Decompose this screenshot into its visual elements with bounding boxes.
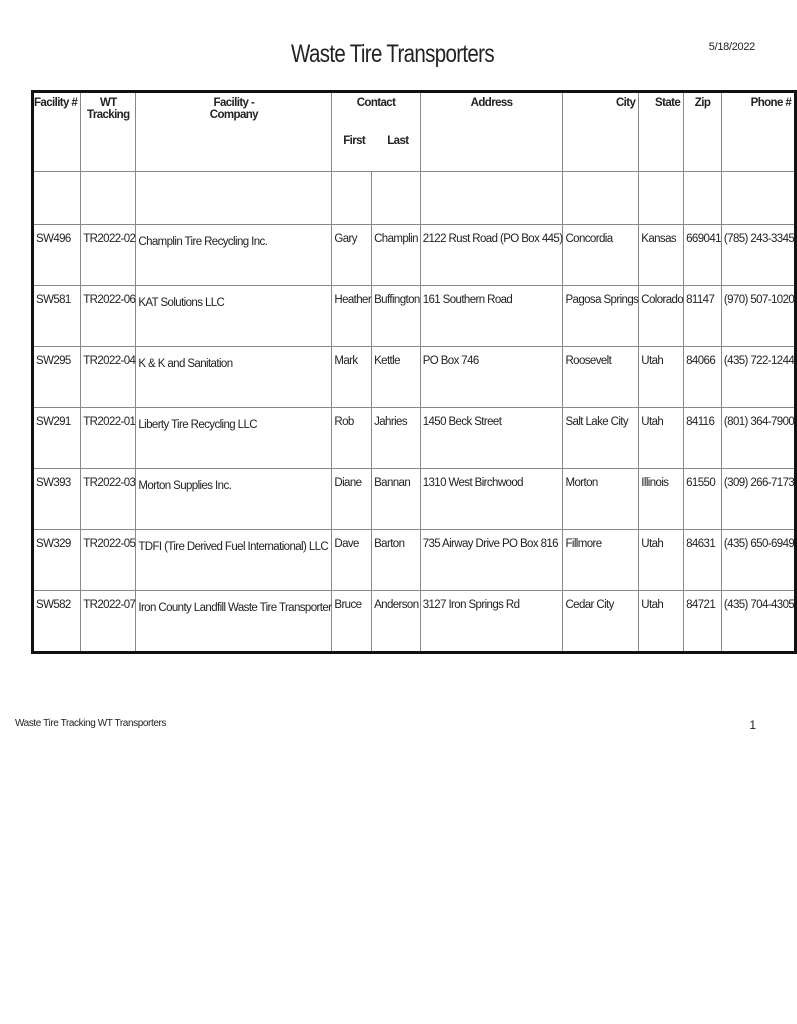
- cell-last: Jahries: [372, 408, 421, 469]
- cell-company: K & K and Sanitation: [136, 347, 332, 408]
- cell-address: 2122 Rust Road (PO Box 445): [420, 225, 563, 286]
- table-row: [33, 469, 796, 530]
- cell-city: Concordia: [563, 225, 639, 286]
- cell-phone: (801) 364-7900: [721, 408, 795, 469]
- col-facility-num: Facility #: [33, 92, 81, 172]
- cell-city: Roosevelt: [563, 347, 639, 408]
- table-row: [33, 225, 796, 286]
- cell-facility: SW291: [33, 408, 81, 469]
- cell-state: Utah: [639, 408, 684, 469]
- page-title: Waste Tire Transporters: [291, 40, 494, 68]
- cell-last: Buffington: [372, 286, 421, 347]
- cell-facility: SW581: [33, 286, 81, 347]
- cell-state: Colorado: [639, 286, 684, 347]
- cell-tracking: TR2022-04: [81, 347, 136, 408]
- cell-city: Morton: [563, 469, 639, 530]
- col-phone: Phone #: [721, 92, 795, 172]
- cell-phone: (785) 243-3345: [721, 225, 795, 286]
- cell-phone: (970) 507-1020: [721, 286, 795, 347]
- cell-first: Dave: [332, 530, 372, 591]
- cell-company: Champlin Tire Recycling Inc.: [136, 225, 332, 286]
- cell-company: Morton Supplies Inc.: [136, 469, 332, 530]
- cell-facility: SW496: [33, 225, 81, 286]
- table-row: [33, 591, 796, 653]
- cell-first: Diane: [332, 469, 372, 530]
- cell-first: Mark: [332, 347, 372, 408]
- col-zip: Zip: [684, 92, 722, 172]
- cell-state: Utah: [639, 530, 684, 591]
- cell-last: Barton: [372, 530, 421, 591]
- cell-tracking: TR2022-02: [81, 225, 136, 286]
- table-row: [33, 408, 796, 469]
- cell-zip: 81147: [684, 286, 722, 347]
- cell-city: Salt Lake City: [563, 408, 639, 469]
- cell-tracking: TR2022-05: [81, 530, 136, 591]
- transporters-table: [31, 90, 797, 654]
- cell-phone: (435) 650-6949: [721, 530, 795, 591]
- col-wt-tracking: WT Tracking: [81, 92, 136, 172]
- cell-city: Cedar City: [563, 591, 639, 653]
- cell-company: TDFI (Tire Derived Fuel International) LLC: [136, 530, 332, 591]
- table-row: [33, 347, 796, 408]
- cell-state: Kansas: [639, 225, 684, 286]
- report-date: 5/18/2022: [708, 41, 755, 53]
- cell-company: Liberty Tire Recycling LLC: [136, 408, 332, 469]
- cell-address: 3127 Iron Springs Rd: [420, 591, 563, 653]
- cell-phone: (435) 722-1244: [721, 347, 795, 408]
- cell-address: PO Box 746: [420, 347, 563, 408]
- cell-state: Utah: [639, 347, 684, 408]
- table-row: [33, 530, 796, 591]
- col-contact: Contact First Last: [332, 92, 420, 172]
- blank-row: [33, 172, 796, 225]
- col-contact-first: First: [343, 135, 366, 147]
- page-number: 1: [749, 718, 756, 732]
- col-address: Address: [420, 92, 563, 172]
- cell-company: Iron County Landfill Waste Tire Transporter: [136, 591, 332, 653]
- cell-zip: 84066: [684, 347, 722, 408]
- cell-last: Champlin: [372, 225, 421, 286]
- cell-first: Rob: [332, 408, 372, 469]
- cell-first: Heather: [332, 286, 372, 347]
- table-row: [33, 286, 796, 347]
- cell-first: Bruce: [332, 591, 372, 653]
- cell-last: Bannan: [372, 469, 421, 530]
- footer-label: Waste Tire Tracking WT Transporters: [15, 718, 167, 729]
- cell-tracking: TR2022-07: [81, 591, 136, 653]
- col-city: City: [563, 92, 639, 172]
- cell-last: Kettle: [372, 347, 421, 408]
- cell-zip: 61550: [684, 469, 722, 530]
- cell-facility: SW329: [33, 530, 81, 591]
- cell-tracking: TR2022-06: [81, 286, 136, 347]
- cell-tracking: TR2022-01: [81, 408, 136, 469]
- cell-address: 1310 West Birchwood: [420, 469, 563, 530]
- cell-phone: (309) 266-7173: [721, 469, 795, 530]
- cell-first: Gary: [332, 225, 372, 286]
- cell-zip: 84631: [684, 530, 722, 591]
- header-row: [33, 92, 796, 172]
- cell-zip: 84116: [684, 408, 722, 469]
- cell-company: KAT Solutions LLC: [136, 286, 332, 347]
- cell-tracking: TR2022-03: [81, 469, 136, 530]
- cell-facility: SW295: [33, 347, 81, 408]
- cell-zip: 84721: [684, 591, 722, 653]
- cell-zip: 669041: [684, 225, 722, 286]
- cell-address: 735 Airway Drive PO Box 816: [420, 530, 563, 591]
- cell-facility: SW393: [33, 469, 81, 530]
- cell-last: Anderson: [372, 591, 421, 653]
- cell-state: Illinois: [639, 469, 684, 530]
- cell-state: Utah: [639, 591, 684, 653]
- cell-address: 161 Southern Road: [420, 286, 563, 347]
- col-state: State: [639, 92, 684, 172]
- col-company: Facility - Company: [136, 92, 332, 172]
- cell-city: Pagosa Springs: [563, 286, 639, 347]
- cell-city: Fillmore: [563, 530, 639, 591]
- col-contact-last: Last: [387, 135, 409, 147]
- cell-phone: (435) 704-4305: [721, 591, 795, 653]
- cell-facility: SW582: [33, 591, 81, 653]
- cell-address: 1450 Beck Street: [420, 408, 563, 469]
